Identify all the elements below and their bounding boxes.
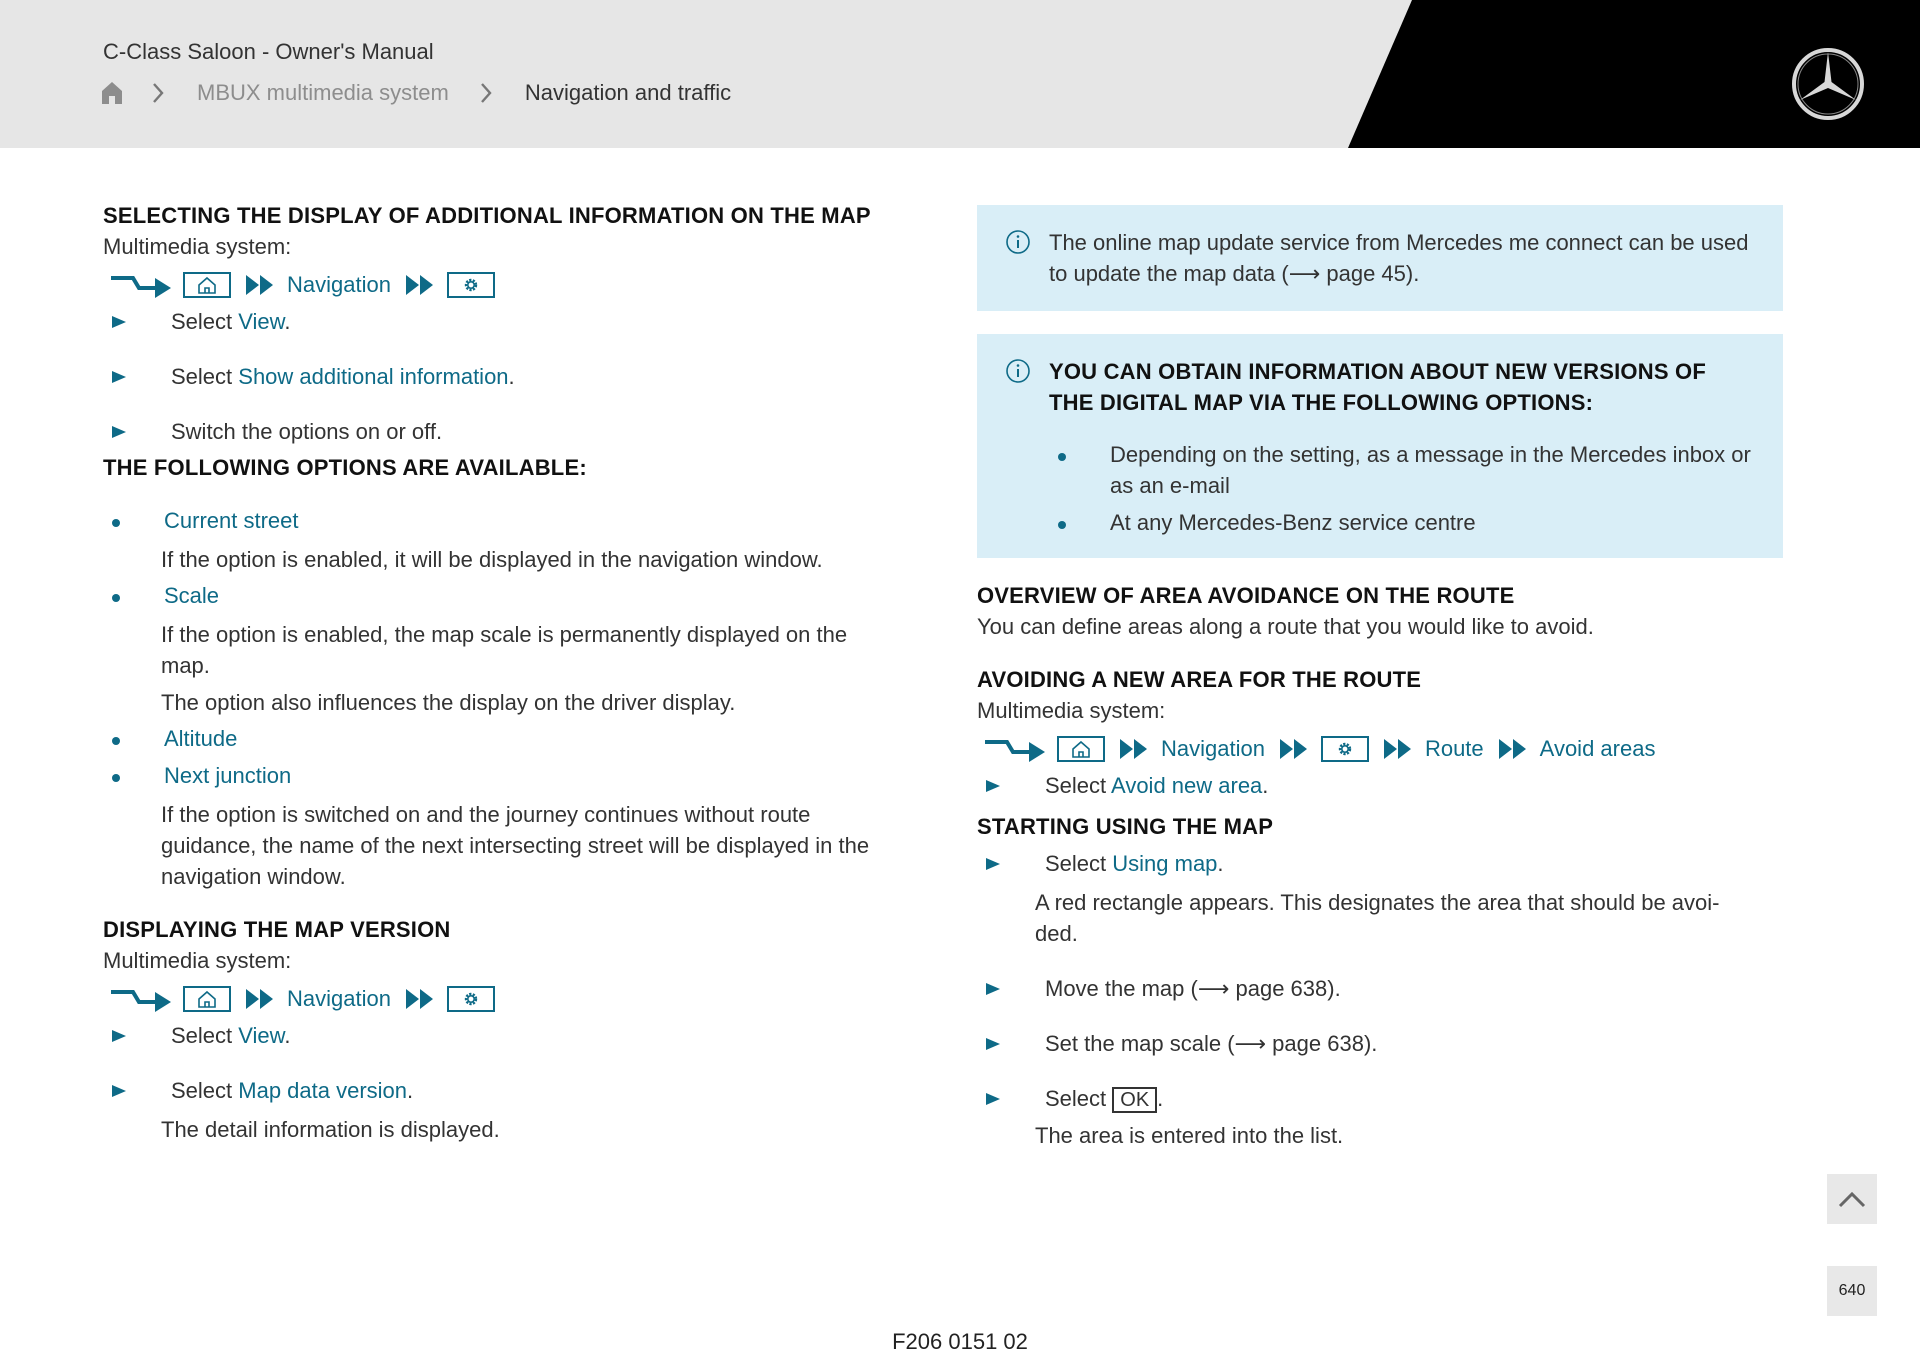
step-text: Select — [1045, 851, 1113, 876]
path-avoid-areas[interactable]: Avoid areas — [1539, 736, 1656, 761]
step-arrow-icon — [985, 857, 1001, 871]
step-text: Select — [171, 309, 239, 334]
path-start-arrow-icon — [983, 734, 1047, 764]
step-arrow-icon — [985, 1037, 1001, 1051]
step-item — [103, 361, 893, 392]
step-text: Select — [171, 1023, 239, 1048]
home-button-icon[interactable] — [183, 986, 231, 1012]
manual-title: C-Class Saloon - Owner's Manual — [103, 39, 434, 64]
step-arrow-icon — [985, 982, 1001, 996]
menu-path — [109, 268, 893, 302]
home-button-icon[interactable] — [1057, 736, 1105, 762]
step-result: A red rectangle appears. This designates the area that should be avoi-ded. — [1035, 890, 1720, 946]
header-bar — [0, 0, 1920, 148]
step-text: Set the map scale (⟶ page 638). — [1045, 1031, 1378, 1056]
path-navigation[interactable]: Navigation — [1161, 736, 1265, 761]
step-item — [103, 1020, 893, 1051]
section-title: OVERVIEW OF AREA AVOIDANCE ON THE ROUTE — [977, 583, 1515, 608]
double-arrow-icon — [245, 988, 277, 1010]
step-link[interactable]: Avoid new area — [1111, 773, 1263, 798]
step-item — [977, 973, 1783, 1004]
info-note — [977, 205, 1783, 311]
option-description: The option also influences the display on the driver display. — [161, 690, 736, 715]
step-item — [103, 1075, 893, 1106]
option-description: If the option is enabled, it will be displayed in the navigation window. — [161, 547, 823, 572]
step-text: Select — [171, 364, 239, 389]
info-note — [977, 334, 1783, 558]
step-text: Select — [1045, 1086, 1113, 1111]
option-description: If the option is enabled, the map scale is permanently displayed on the map. — [161, 622, 848, 678]
path-navigation[interactable]: Navigation — [287, 986, 391, 1011]
settings-button-icon[interactable] — [447, 986, 495, 1012]
double-arrow-icon — [1383, 738, 1415, 760]
settings-button-icon[interactable] — [447, 272, 495, 298]
step-item — [103, 416, 893, 447]
bullet-dot — [112, 774, 120, 782]
list-item — [103, 760, 893, 791]
intro-text: Multimedia system: — [977, 698, 1166, 723]
left-column — [103, 200, 893, 1145]
double-arrow-icon — [1279, 738, 1311, 760]
chevron-right-icon — [151, 82, 165, 104]
step-arrow-icon — [985, 779, 1001, 793]
double-arrow-icon — [405, 988, 437, 1010]
step-arrow-icon — [111, 425, 127, 439]
intro-text: Multimedia system: — [103, 948, 292, 973]
ok-button[interactable]: OK — [1112, 1087, 1157, 1113]
step-link[interactable]: Using map — [1112, 851, 1218, 876]
list-item — [1055, 439, 1753, 501]
breadcrumb — [101, 80, 731, 106]
section-title: SELECTING THE DISPLAY OF ADDITIONAL INFORMATION ON THE MAP — [103, 203, 871, 228]
step-item — [977, 1028, 1783, 1059]
bullet-dot — [1058, 453, 1066, 461]
step-item — [977, 770, 1783, 801]
step-result: The area is entered into the list. — [1035, 1123, 1344, 1148]
section-title: STARTING USING THE MAP — [977, 814, 1274, 839]
step-item — [977, 1083, 1783, 1114]
path-navigation[interactable]: Navigation — [287, 272, 391, 297]
page-number: 640 — [1838, 1282, 1866, 1299]
section-text: You can define areas along a route that you would like to avoid. — [977, 614, 1594, 639]
note-text: The online map update service from Mercedes me connect can be used to update the map data (⟶ page 45). — [1049, 230, 1749, 286]
bullet-dot — [112, 737, 120, 745]
step-result: The detail information is displayed. — [161, 1117, 500, 1142]
step-text: Switch the options on or off. — [171, 419, 443, 444]
step-link[interactable]: View — [238, 309, 285, 334]
mercedes-star-icon[interactable] — [1790, 46, 1866, 122]
option-label[interactable]: Current street — [164, 508, 299, 533]
path-start-arrow-icon — [109, 270, 173, 300]
double-arrow-icon — [1119, 738, 1151, 760]
option-description: If the option is switched on and the journey continues without route guidance, the name of the next intersecting street will be displayed in the navigation window. — [161, 802, 870, 889]
step-arrow-icon — [985, 1092, 1001, 1106]
double-arrow-icon — [405, 274, 437, 296]
right-column — [977, 205, 1783, 1151]
breadcrumb-current: Navigation and traffic — [524, 80, 732, 105]
bullet-dot — [112, 594, 120, 602]
step-item — [977, 848, 1783, 879]
info-icon — [1005, 229, 1031, 255]
step-link[interactable]: Show additional information — [238, 364, 509, 389]
step-text: . — [1262, 773, 1269, 798]
path-route[interactable]: Route — [1424, 736, 1484, 761]
section-title: DISPLAYING THE MAP VERSION — [103, 917, 451, 942]
step-text: Select — [1045, 773, 1112, 798]
step-arrow-icon — [111, 370, 127, 384]
step-text: . — [284, 309, 291, 334]
intro-text: Multimedia system: — [103, 234, 292, 259]
step-text: . — [508, 364, 515, 389]
list-item — [103, 580, 893, 611]
double-arrow-icon — [1498, 738, 1530, 760]
home-button-icon[interactable] — [183, 272, 231, 298]
home-icon[interactable] — [101, 81, 123, 105]
footer-code: F206 0151 02 — [892, 1329, 1028, 1354]
bullet-dot — [1058, 521, 1066, 529]
chevron-up-icon — [1837, 1189, 1867, 1209]
note-title: YOU CAN OBTAIN INFORMATION ABOUT NEW VERSIONS OF THE DIGITAL MAP VIA THE FOLLOWING OPTIONS: — [1049, 359, 1706, 415]
step-text: . — [407, 1078, 414, 1103]
path-start-arrow-icon — [109, 984, 173, 1014]
step-item — [103, 306, 893, 337]
step-link[interactable]: Map data version — [238, 1078, 408, 1103]
option-label[interactable]: Scale — [164, 583, 220, 608]
menu-path — [983, 732, 1783, 766]
section-title: AVOIDING A NEW AREA FOR THE ROUTE — [977, 667, 1422, 692]
step-arrow-icon — [111, 1029, 127, 1043]
option-label[interactable]: Next junction — [164, 763, 292, 788]
double-arrow-icon — [245, 274, 277, 296]
step-link[interactable]: View — [238, 1023, 285, 1048]
list-item — [103, 505, 893, 536]
step-text: . — [1157, 1086, 1164, 1111]
step-arrow-icon — [111, 315, 127, 329]
step-arrow-icon — [111, 1084, 127, 1098]
page-number-badge[interactable] — [1827, 1266, 1877, 1316]
list-item-text: Depending on the setting, as a message in the Mercedes inbox or as an e-mail — [1110, 442, 1751, 498]
scroll-to-top-button[interactable] — [1827, 1174, 1877, 1224]
settings-button-icon[interactable] — [1321, 736, 1369, 762]
step-text: Select — [171, 1078, 239, 1103]
option-label[interactable]: Altitude — [164, 726, 238, 751]
step-text: . — [284, 1023, 291, 1048]
menu-path — [109, 982, 893, 1016]
step-text: Move the map (⟶ page 638). — [1045, 976, 1341, 1001]
list-item — [103, 723, 893, 754]
list-item — [1055, 507, 1753, 538]
breadcrumb-link[interactable]: MBUX multimedia system — [197, 80, 449, 105]
section-title: THE FOLLOWING OPTIONS ARE AVAILABLE: — [103, 455, 587, 480]
bullet-dot — [112, 519, 120, 527]
step-text: . — [1217, 851, 1224, 876]
chevron-right-icon — [479, 82, 493, 104]
list-item-text: At any Mercedes-Benz service centre — [1110, 510, 1476, 535]
info-icon — [1005, 358, 1031, 384]
